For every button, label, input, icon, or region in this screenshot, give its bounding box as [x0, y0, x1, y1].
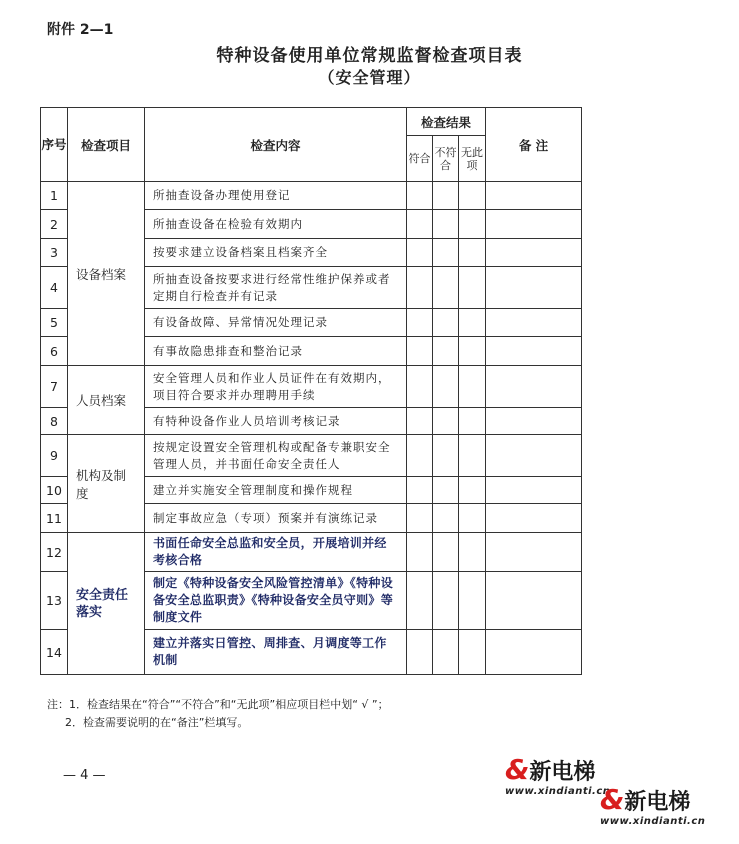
header-na: 无此项	[459, 136, 486, 182]
row-number: 3	[41, 239, 68, 267]
nonconform-cell[interactable]	[433, 210, 459, 239]
remark-cell[interactable]	[486, 408, 582, 435]
remark-cell[interactable]	[486, 435, 582, 477]
row-number: 14	[41, 630, 68, 675]
remark-cell[interactable]	[486, 182, 582, 210]
na-cell[interactable]	[459, 435, 486, 477]
inspection-content: 所抽查设备在检验有效期内	[145, 210, 407, 239]
row-number: 11	[41, 504, 68, 533]
remark-cell[interactable]	[486, 210, 582, 239]
na-cell[interactable]	[459, 337, 486, 366]
conform-cell[interactable]	[407, 267, 433, 309]
brand-logo-icon: &	[600, 783, 625, 816]
remark-cell[interactable]	[486, 267, 582, 309]
inspection-content: 建立并落实日管控、周排查、月调度等工作机制	[145, 630, 407, 675]
inspection-content: 有特种设备作业人员培训考核记录	[145, 408, 407, 435]
na-cell[interactable]	[459, 366, 486, 408]
conform-cell[interactable]	[407, 210, 433, 239]
nonconform-cell[interactable]	[433, 182, 459, 210]
na-cell[interactable]	[459, 504, 486, 533]
conform-cell[interactable]	[407, 408, 433, 435]
remark-cell[interactable]	[486, 337, 582, 366]
page-number: — 4 —	[63, 768, 106, 783]
nonconform-cell[interactable]	[433, 267, 459, 309]
nonconform-cell[interactable]	[433, 477, 459, 504]
watermark-brand: 新电梯	[529, 760, 596, 785]
category-cell: 设备档案	[68, 182, 145, 366]
remark-cell[interactable]	[486, 630, 582, 675]
category-cell: 安全责任落实	[68, 533, 145, 675]
inspection-content: 按要求建立设备档案且档案齐全	[145, 239, 407, 267]
header-nonconform: 不符合	[433, 136, 459, 182]
na-cell[interactable]	[459, 309, 486, 337]
header-item: 检查项目	[68, 108, 145, 182]
row-number: 2	[41, 210, 68, 239]
row-number: 8	[41, 408, 68, 435]
inspection-content: 有设备故障、异常情况处理记录	[145, 309, 407, 337]
inspection-content: 建立并实施安全管理制度和操作规程	[145, 477, 407, 504]
na-cell[interactable]	[459, 182, 486, 210]
na-cell[interactable]	[459, 210, 486, 239]
nonconform-cell[interactable]	[433, 366, 459, 408]
header-content: 检查内容	[145, 108, 407, 182]
conform-cell[interactable]	[407, 630, 433, 675]
document-subtitle: （安全管理）	[318, 68, 421, 87]
conform-cell[interactable]	[407, 435, 433, 477]
watermark-url: www.xindianti.cn	[600, 816, 706, 827]
note-1: 注：1．检查结果在“符合”“不符合”和“无此项”相应项目栏中划“ √ ”；	[47, 698, 389, 711]
table-row	[41, 182, 582, 210]
category-cell: 机构及制度	[68, 435, 145, 533]
header-remark: 备 注	[486, 108, 582, 182]
inspection-content: 按规定设置安全管理机构或配备专兼职安全管理人员，并书面任命安全责任人	[145, 435, 407, 477]
header-conform: 符合	[407, 136, 433, 182]
na-cell[interactable]	[459, 572, 486, 630]
row-number: 7	[41, 366, 68, 408]
row-number: 12	[41, 533, 68, 572]
remark-cell[interactable]	[486, 533, 582, 572]
remark-cell[interactable]	[486, 309, 582, 337]
inspection-content: 所抽查设备办理使用登记	[145, 182, 407, 210]
conform-cell[interactable]	[407, 504, 433, 533]
conform-cell[interactable]	[407, 239, 433, 267]
inspection-content: 制定事故应急（专项）预案并有演练记录	[145, 504, 407, 533]
header-result: 检查结果	[407, 108, 486, 136]
table-row	[41, 435, 582, 477]
conform-cell[interactable]	[407, 477, 433, 504]
brand-logo-icon: &	[505, 753, 530, 786]
notes	[47, 696, 389, 732]
remark-cell[interactable]	[486, 239, 582, 267]
remark-cell[interactable]	[486, 572, 582, 630]
na-cell[interactable]	[459, 630, 486, 675]
note-2: 2．检查需要说明的在“备注”栏填写。	[65, 716, 249, 729]
nonconform-cell[interactable]	[433, 572, 459, 630]
watermark-1	[505, 753, 610, 797]
inspection-content: 有事故隐患排查和整治记录	[145, 337, 407, 366]
remark-cell[interactable]	[486, 477, 582, 504]
watermark-2	[600, 783, 705, 827]
na-cell[interactable]	[459, 239, 486, 267]
nonconform-cell[interactable]	[433, 435, 459, 477]
row-number: 4	[41, 267, 68, 309]
inspection-content: 安全管理人员和作业人员证件在有效期内，项目符合要求并办理聘用手续	[145, 366, 407, 408]
remark-cell[interactable]	[486, 504, 582, 533]
na-cell[interactable]	[459, 533, 486, 572]
attachment-label: 附件 2—1	[47, 22, 114, 38]
row-number: 13	[41, 572, 68, 630]
na-cell[interactable]	[459, 267, 486, 309]
row-number: 10	[41, 477, 68, 504]
table-row	[41, 366, 582, 408]
header-seq: 序号	[41, 108, 68, 182]
na-cell[interactable]	[459, 477, 486, 504]
inspection-table	[40, 107, 582, 675]
na-cell[interactable]	[459, 408, 486, 435]
conform-cell[interactable]	[407, 366, 433, 408]
conform-cell[interactable]	[407, 182, 433, 210]
inspection-content: 书面任命安全总监和安全员，开展培训并经考核合格	[145, 533, 407, 572]
table-row	[41, 533, 582, 572]
conform-cell[interactable]	[407, 309, 433, 337]
inspection-content: 所抽查设备按要求进行经常性维护保养或者定期自行检查并有记录	[145, 267, 407, 309]
conform-cell[interactable]	[407, 572, 433, 630]
row-number: 1	[41, 182, 68, 210]
nonconform-cell[interactable]	[433, 239, 459, 267]
nonconform-cell[interactable]	[433, 337, 459, 366]
category-cell: 人员档案	[68, 366, 145, 435]
inspection-content: 制定《特种设备安全风险管控清单》《特种设备安全总监职责》《特种设备安全员守则》等制度文件	[145, 572, 407, 630]
document-title: 特种设备使用单位常规监督检查项目表	[216, 46, 523, 66]
conform-cell[interactable]	[407, 337, 433, 366]
nonconform-cell[interactable]	[433, 504, 459, 533]
row-number: 9	[41, 435, 68, 477]
nonconform-cell[interactable]	[433, 533, 459, 572]
nonconform-cell[interactable]	[433, 630, 459, 675]
remark-cell[interactable]	[486, 366, 582, 408]
watermark-brand: 新电梯	[624, 790, 691, 815]
row-number: 5	[41, 309, 68, 337]
conform-cell[interactable]	[407, 533, 433, 572]
nonconform-cell[interactable]	[433, 408, 459, 435]
row-number: 6	[41, 337, 68, 366]
watermark-url: www.xindianti.cn	[505, 786, 611, 797]
nonconform-cell[interactable]	[433, 309, 459, 337]
